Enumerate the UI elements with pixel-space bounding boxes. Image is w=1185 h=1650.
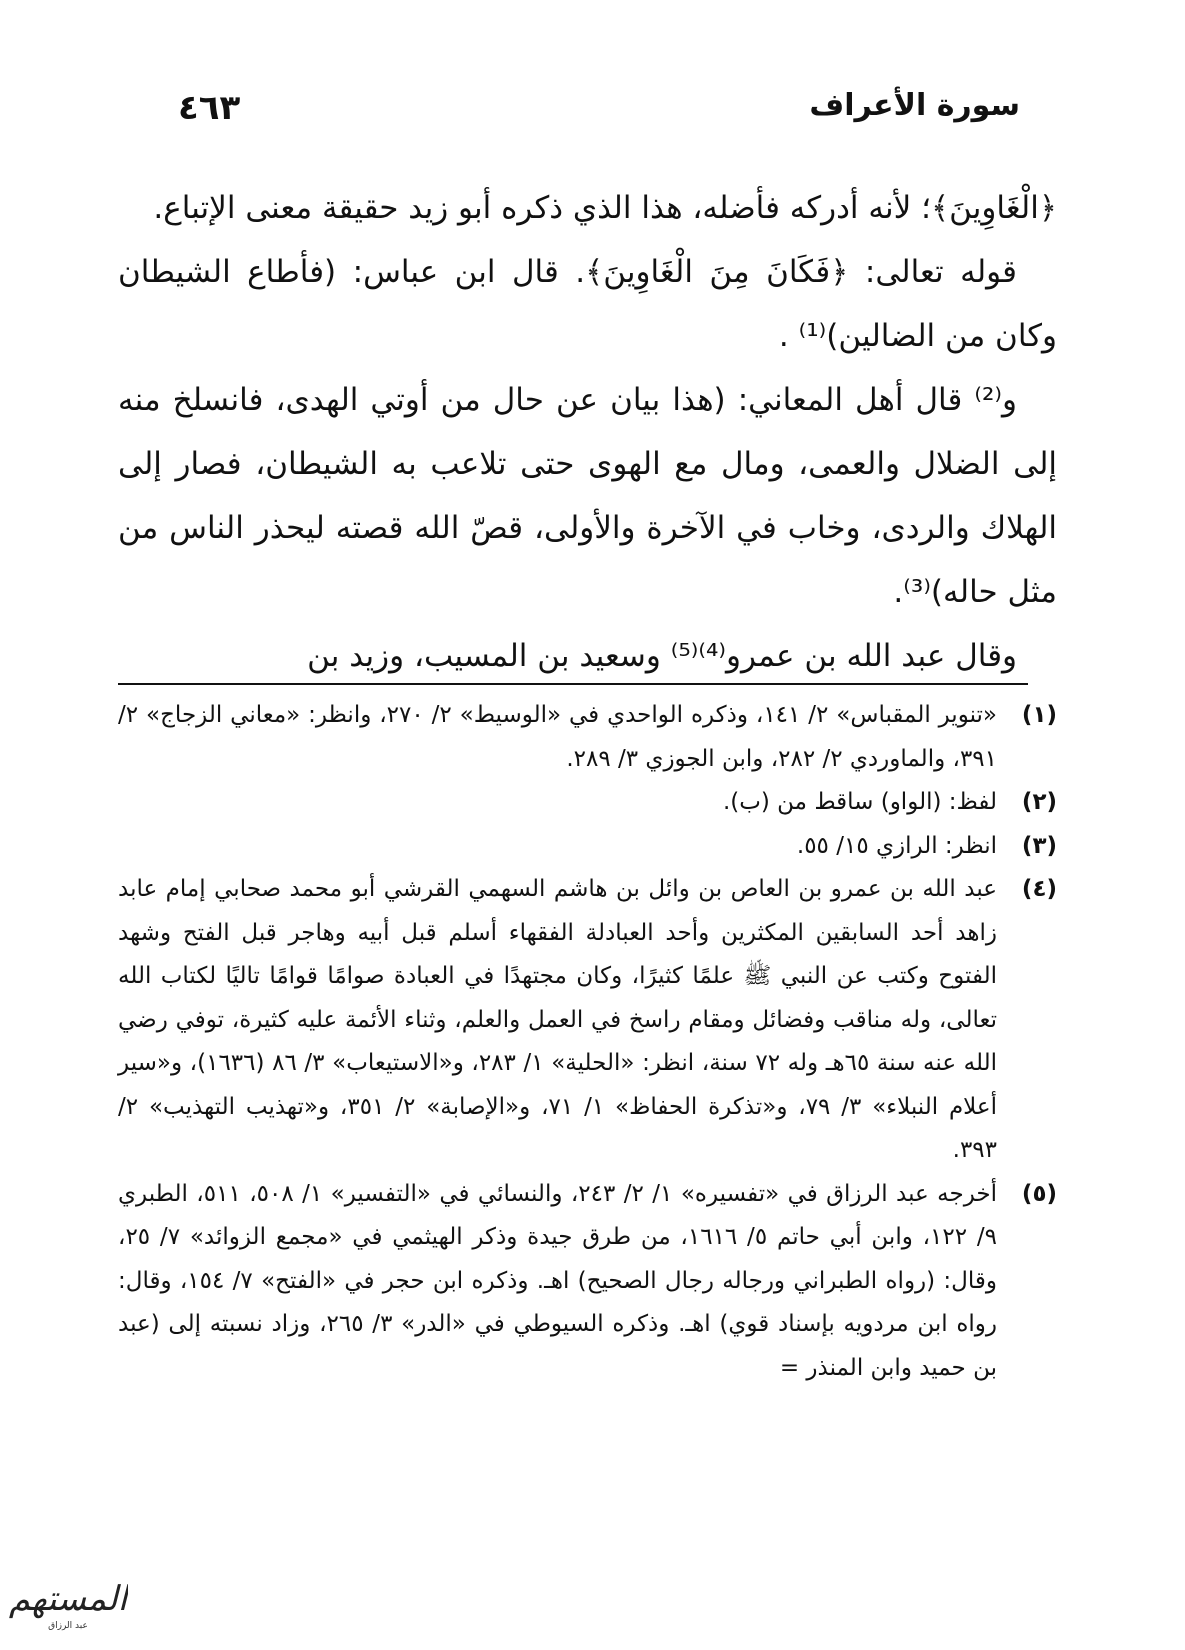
footnote-3 xyxy=(118,825,1057,869)
footnote-text: «تنوير المقباس» ٢/ ١٤١، وذكره الواحدي في «الوسيط» ٢/ ٢٧٠، وانظر: «معاني الزجاج» ٢/ ٣٩١، والماوردي ٢/ ٢٨٢، وابن الجوزي ٣/ ٢٨٩. xyxy=(118,702,998,772)
footnote-text: لفظ: (الواو) ساقط من (ب). xyxy=(722,789,997,815)
footnote-text: عبد الله بن عمرو بن العاص بن وائل بن هاشم السهمي القرشي أبو محمد صحابي إمام عابد زاهد أحد السابقين المكثرين وأحد العبادلة الفقهاء أسلم قبل أبيه وهاجر قبل الفتح وشهد الفتوح وكتب عن النبي ﷺ علمًا كثيرًا، وكان مجتهدًا في العبادة صوامًا قوامًا تاليًا لكتاب الله تعالى، وله مناقب وفضائل ومقام راسخ في العمل والعلم، وثناء الأئمة عليه كثيرة، توفي رضي الله عنه سنة ٦٥هـ وله ٧٢ سنة، انظر: «الحلية» ١/ ٢٨٣، و«الاستيعاب» ٣/ ٨٦ (١٦٣٦)، و«سير أعلام النبلاء» ٣/ ٧٩، و«تذكرة الحفاظ» ١/ ٧١، و«الإصابة» ٢/ ٣٥١، و«تهذيب التهذيب» ٢/ ٣٩٣. xyxy=(118,876,998,1163)
paragraph-2: قوله تعالى: ﴿فَكَانَ مِنَ الْغَاوِينَ﴾. قال ابن عباس: (فأطاع الشيطان وكان من الضالين)⁽¹⁾ . xyxy=(118,254,1057,354)
publisher-logo xyxy=(8,1572,128,1638)
footnote-text: انظر: الرازي ١٥/ ٥٥. xyxy=(796,832,997,859)
footnote-1 xyxy=(118,694,1057,781)
logo-sub-text: عبد الرزاق xyxy=(48,1621,88,1631)
footnote-text: أخرجه عبد الرزاق في «تفسيره» ١/ ٢/ ٢٤٣، والنسائي في «التفسير» ١/ ٥٠٨، ٥١١، الطبري ٩/ ١٢٢، وابن أبي حاتم ٥/ ١٦١٦، من طرق جيدة وذكر الهيثمي في «مجمع الزوائد» ٧/ ٢٥، وقال: (رواه الطبراني ورجاله رجال الصحيح) اهـ. وذكره ابن حجر في «الفتح» ٧/ ١٥٤، وقال: رواه ابن مردويه بإسناد قوي) اهـ. وذكره السيوطي في «الدر» ٣/ ٢٦٥، وزاد نسبته إلى (عبد بن حميد وابن المنذر = xyxy=(118,1180,998,1381)
footnote-number: (٢) xyxy=(1021,789,1057,815)
footnote-5 xyxy=(118,1173,1057,1391)
footnote-number: (٣) xyxy=(1021,832,1057,859)
footnote-number: (٥) xyxy=(1021,1180,1057,1207)
footnote-number: (٤) xyxy=(1021,876,1057,902)
logo-main-text: المستهم xyxy=(8,1579,128,1619)
footnote-number: (١) xyxy=(1021,702,1057,728)
footnote-2 xyxy=(118,781,1057,825)
paragraph-1: ﴿الْغَاوِينَ﴾؛ لأنه أدركه فأضله، هذا الذي ذكره أبو زيد حقيقة معنى الإتباع. xyxy=(153,190,1057,226)
paragraph-4: وقال عبد الله بن عمرو⁽⁴⁾⁽⁵⁾ وسعيد بن المسيب، وزيد بن xyxy=(307,638,1017,674)
paragraph-3: و⁽²⁾ قال أهل المعاني: (هذا بيان عن حال من أوتي الهدى، فانسلخ منه إلى الضلال والعمى، ومال مع الهوى حتى تلاعب به الشيطان، فصار إلى الهلاك والردى، وخاب في الآخرة والأولى، قصّ الله قصته ليحذر الناس من مثل حاله)⁽³⁾. xyxy=(118,382,1057,610)
footnote-4 xyxy=(118,868,1057,1173)
footnote-separator xyxy=(118,683,1028,685)
page-header xyxy=(170,88,1020,138)
footnotes xyxy=(118,694,1057,1390)
surah-title: سورة الأعراف xyxy=(809,88,1020,123)
main-text xyxy=(118,176,1057,688)
page-number: ٤٦٣ xyxy=(178,88,241,128)
